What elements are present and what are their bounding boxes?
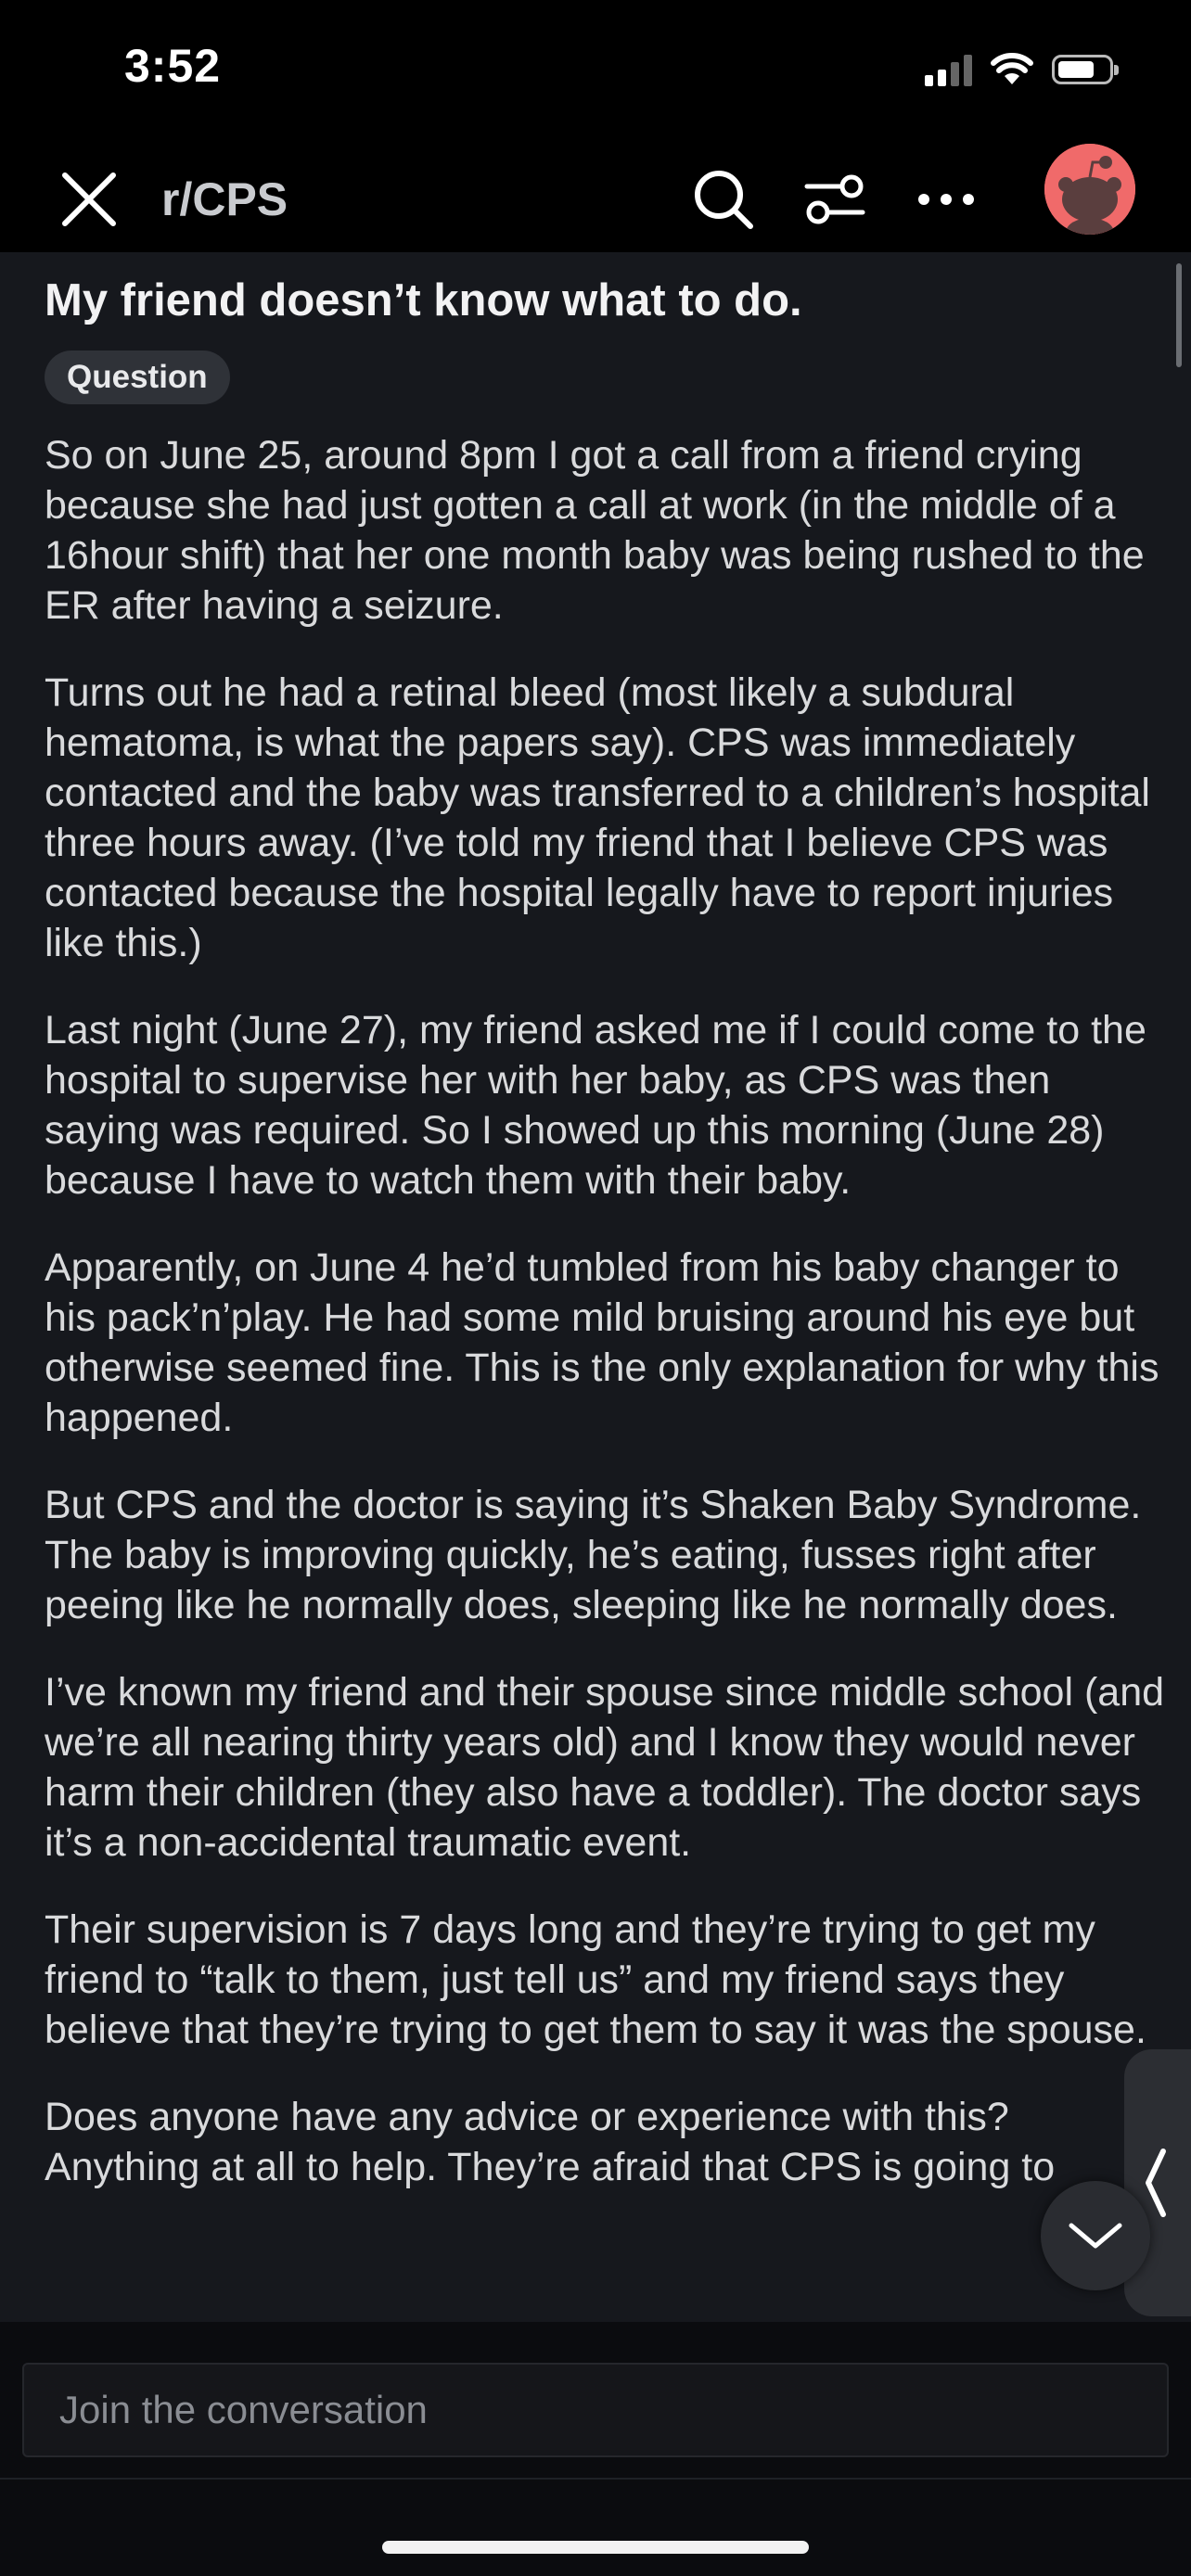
post-title: My friend doesn’t know what to do. [45,275,802,325]
status-icons [925,46,1113,93]
chevron-left-icon [1141,2146,1169,2220]
battery-icon [1052,55,1113,84]
scroll-down-button[interactable] [1041,2181,1150,2290]
divider [0,2478,1191,2480]
post-body [45,430,1167,2229]
sort-filter-icon [803,172,866,227]
sort-filter-button[interactable] [794,159,876,240]
post-flair[interactable]: Question [45,351,230,404]
post-paragraph: But CPS and the doctor is saying it’s Shaken Baby Syndrome. The baby is improving quickly, he’s eating, fusses right after peeing like he normally does, sleeping like he normally does. [45,1483,1142,1627]
reddit-avatar-icon [1044,144,1135,235]
more-options-button[interactable] [905,159,987,240]
post-paragraph: I’ve known my friend and their spouse since middle school (and we’re all nearing thirty years old) and I know they would never harm their children (they also have a toddler). The doctor says it’s a non-accidental traumatic event. [45,1670,1165,1865]
join-conversation-input[interactable]: Join the conversation [22,2363,1169,2457]
post-paragraph: Turns out he had a retinal bleed (most likely a subdural hematoma, is what the papers say). CPS was immediately contacted and the baby was transferred to a children’s hospital three hours away. (I’ve told my friend that I believe CPS was contacted because the hospital legally have to report injuries like this.) [45,670,1150,965]
search-icon [691,167,756,232]
status-time: 3:52 [124,40,222,92]
wifi-icon [991,53,1033,86]
search-button[interactable] [683,159,764,240]
post-paragraph: Apparently, on June 4 he’d tumbled from his baby changer to his pack’n’play. He had some mild bruising around his eye but otherwise seemed fine. This is the only explanation for why this happened. [45,1245,1159,1440]
post-paragraph: So on June 25, around 8pm I got a call from a friend crying because she had just gotten a call at work (in the middle of a 16hour shift) that her one month baby was being rushed to the ER after having a seizure. [45,433,1145,628]
post-content[interactable] [0,252,1191,2322]
side-panel-handle[interactable] [1124,2049,1191,2316]
post-paragraph: Last night (June 27), my friend asked me if I could come to the hospital to supervise her with her baby, as CPS was then saying was required. So I showed up this morning (June 28) because I have to watch them with their baby. [45,1008,1146,1203]
bottom-bar [0,2322,1191,2576]
top-nav-bar [0,139,1191,252]
user-avatar[interactable] [1044,144,1135,235]
close-button[interactable] [48,159,130,240]
cellular-signal-icon [925,53,972,86]
close-icon [59,170,119,229]
post-paragraph: Their supervision is 7 days long and they’re trying to get my friend to “talk to them, just tell us” and my friend says they believe that they’re trying to get them to say it was the spouse. [45,1907,1146,2052]
status-bar [0,0,1191,139]
more-horizontal-icon [916,192,976,207]
chevron-down-icon [1068,2220,1123,2251]
scrollbar-thumb[interactable] [1176,263,1182,367]
subreddit-name[interactable]: r/CPS [161,173,288,225]
post-paragraph: Does anyone have any advice or experience with this? Anything at all to help. They’re afraid that CPS is going to [45,2095,1056,2189]
home-indicator[interactable] [382,2541,809,2554]
